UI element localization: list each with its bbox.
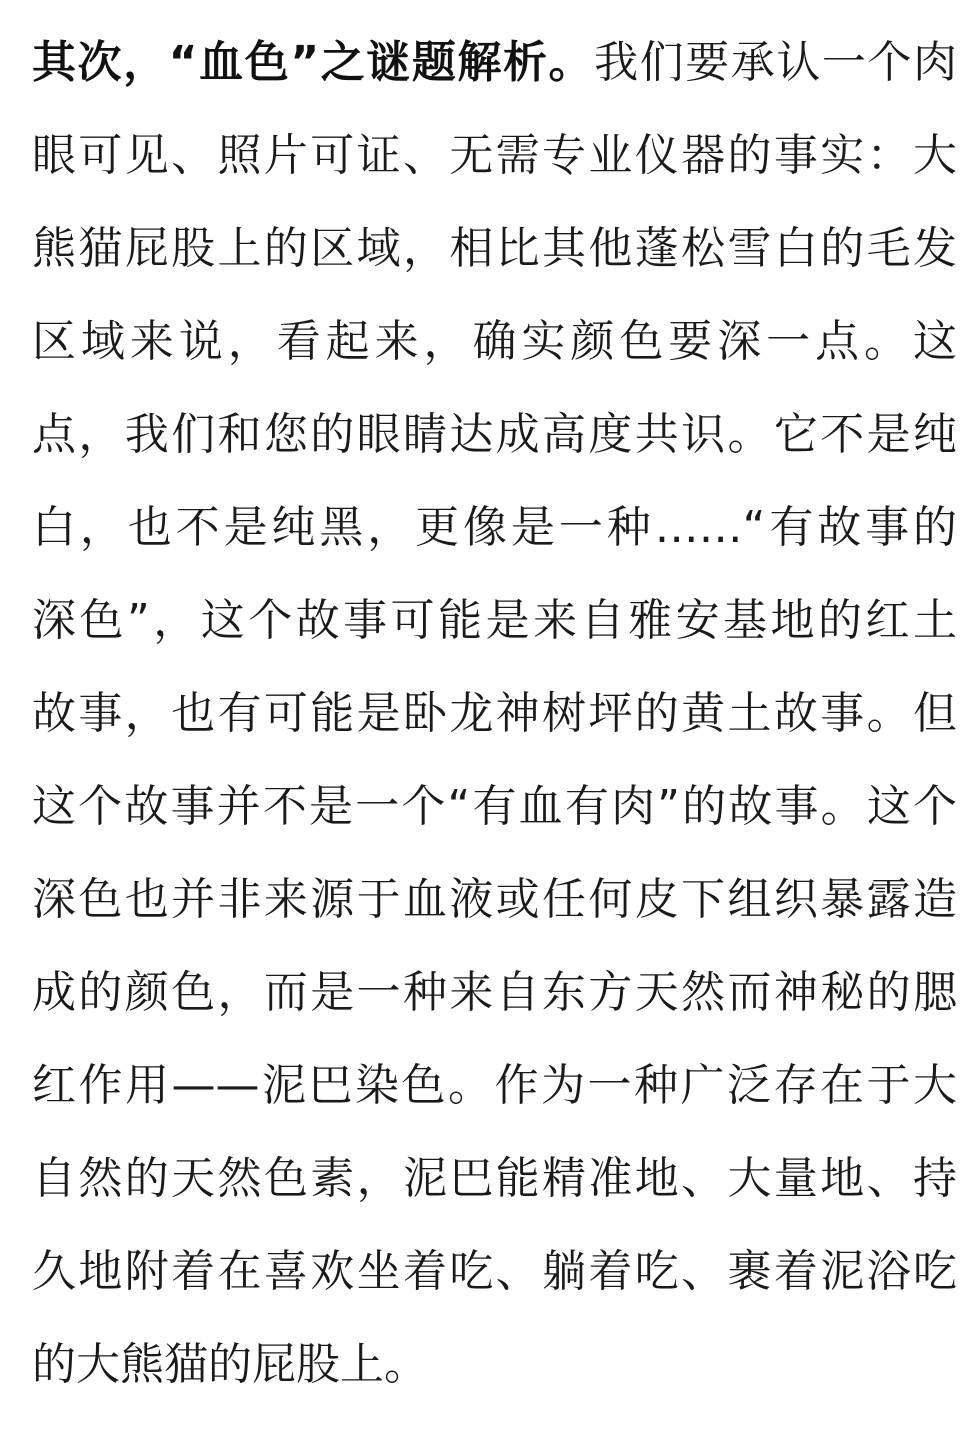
paragraph-line (32, 33, 957, 126)
paragraph-line: 的大熊猫的屁股上。 (32, 1339, 428, 1390)
paragraph-line: 深色也并非来源于血液或任何皮下组织暴露造 (32, 874, 957, 925)
paragraph-text: 我们要承认一个肉 (594, 37, 957, 88)
paragraph-line: 久地附着在喜欢坐着吃、躺着吃、裹着泥浴吃 (32, 1246, 957, 1297)
paragraph-line: 眼可见、照片可证、无需专业仪器的事实：大 (32, 130, 957, 181)
paragraph-line: 红作用——泥巴染色。作为一种广泛存在于大 (32, 1060, 957, 1111)
paragraph-line: 白，也不是纯黑，更像是一种……“有故事的 (32, 502, 957, 553)
paragraph-line: 区域来说，看起来，确实颜色要深一点。这 (32, 316, 957, 367)
article-body (32, 33, 957, 1428)
paragraph-line: 自然的天然色素，泥巴能精准地、大量地、持 (32, 1153, 957, 1204)
paragraph-line: 熊猫屁股上的区域，相比其他蓬松雪白的毛发 (32, 223, 957, 274)
paragraph-line: 成的颜色，而是一种来自东方天然而神秘的腮 (32, 967, 957, 1018)
paragraph-line: 这个故事并不是一个“有血有肉”的故事。这个 (32, 781, 957, 832)
paragraph-line: 深色”，这个故事可能是来自雅安基地的红土 (32, 595, 957, 646)
paragraph-line: 故事，也有可能是卧龙神树坪的黄土故事。但 (32, 688, 957, 739)
section-heading: 其次，“血色”之谜题解析。 (32, 37, 595, 88)
paragraph-line: 点，我们和您的眼睛达成高度共识。它不是纯 (32, 409, 957, 460)
